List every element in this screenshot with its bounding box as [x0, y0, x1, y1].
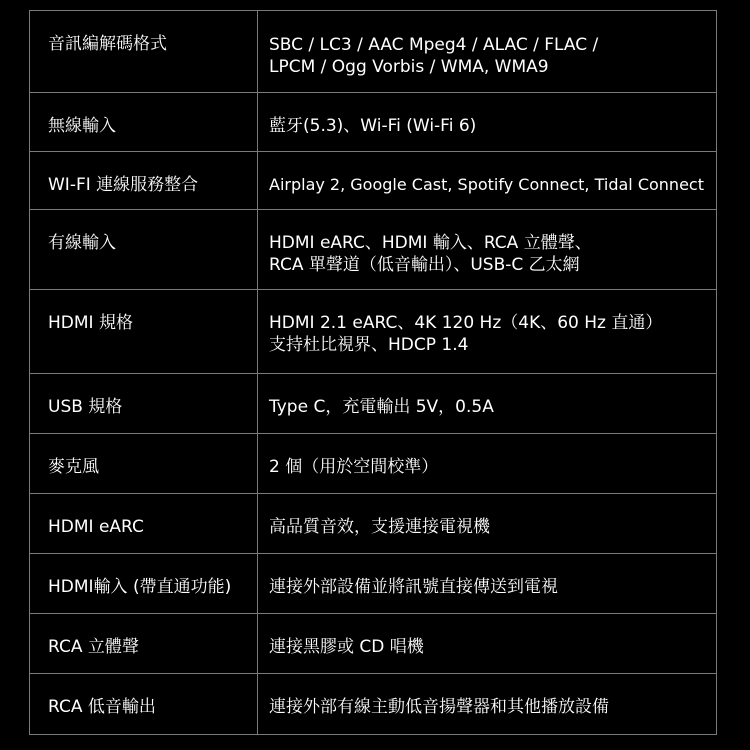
spec-label: USB 規格	[30, 374, 258, 434]
spec-row	[30, 11, 717, 93]
spec-value-line: 2 個（用於空間校準）	[269, 457, 439, 477]
spec-value	[258, 210, 717, 290]
spec-row	[30, 674, 717, 735]
spec-label: 音訊編解碼格式	[30, 11, 258, 93]
spec-row	[30, 434, 717, 494]
spec-value-line: 連接外部設備並將訊號直接傳送到電視	[269, 577, 558, 597]
spec-value-line: HDMI 2.1 eARC、4K 120 Hz（4K、60 Hz 直通）	[269, 313, 663, 333]
spec-value-line: 連接黑膠或 CD 唱機	[269, 637, 424, 657]
spec-row	[30, 93, 717, 152]
spec-label: 無線輸入	[30, 93, 258, 152]
spec-value	[258, 11, 717, 93]
spec-value-line: 支持杜比視界、HDCP 1.4	[269, 335, 469, 355]
spec-table	[29, 10, 717, 735]
spec-value-line: 連接外部有線主動低音揚聲器和其他播放設備	[269, 697, 609, 717]
spec-value-line: LPCM / Ogg Vorbis / WMA, WMA9	[269, 57, 549, 77]
spec-value	[258, 93, 717, 152]
spec-row	[30, 614, 717, 674]
spec-label: HDMI 規格	[30, 290, 258, 374]
spec-row	[30, 374, 717, 434]
spec-value-line: 藍牙(5.3)、Wi-Fi (Wi-Fi 6)	[269, 116, 477, 136]
spec-label: RCA 低音輸出	[30, 674, 258, 735]
spec-value	[258, 494, 717, 554]
spec-row	[30, 290, 717, 374]
spec-row	[30, 494, 717, 554]
spec-value	[258, 554, 717, 614]
spec-row	[30, 554, 717, 614]
spec-value	[258, 290, 717, 374]
spec-label: HDMI輸入 (帶直通功能)	[30, 554, 258, 614]
spec-value-line: HDMI eARC、HDMI 輸入、RCA 立體聲、	[269, 233, 592, 253]
spec-label: HDMI eARC	[30, 494, 258, 554]
spec-value-line: 高品質音效，支援連接電視機	[269, 517, 490, 537]
spec-value	[258, 674, 717, 735]
spec-value	[258, 614, 717, 674]
spec-value	[258, 152, 717, 210]
spec-value-line: Airplay 2, Google Cast, Spotify Connect, Tidal Connect	[269, 175, 704, 194]
spec-label: 有線輸入	[30, 210, 258, 290]
spec-value-line: Type C，充電輸出 5V，0.5A	[269, 397, 494, 417]
spec-row	[30, 152, 717, 210]
spec-label: 麥克風	[30, 434, 258, 494]
spec-value-line: RCA 單聲道（低音輸出）、USB-C 乙太網	[269, 255, 580, 275]
spec-value	[258, 374, 717, 434]
spec-value-line: SBC / LC3 / AAC Mpeg4 / ALAC / FLAC /	[269, 35, 599, 55]
spec-row	[30, 210, 717, 290]
spec-value	[258, 434, 717, 494]
spec-label: WI-FI 連線服務整合	[30, 152, 258, 210]
spec-label: RCA 立體聲	[30, 614, 258, 674]
